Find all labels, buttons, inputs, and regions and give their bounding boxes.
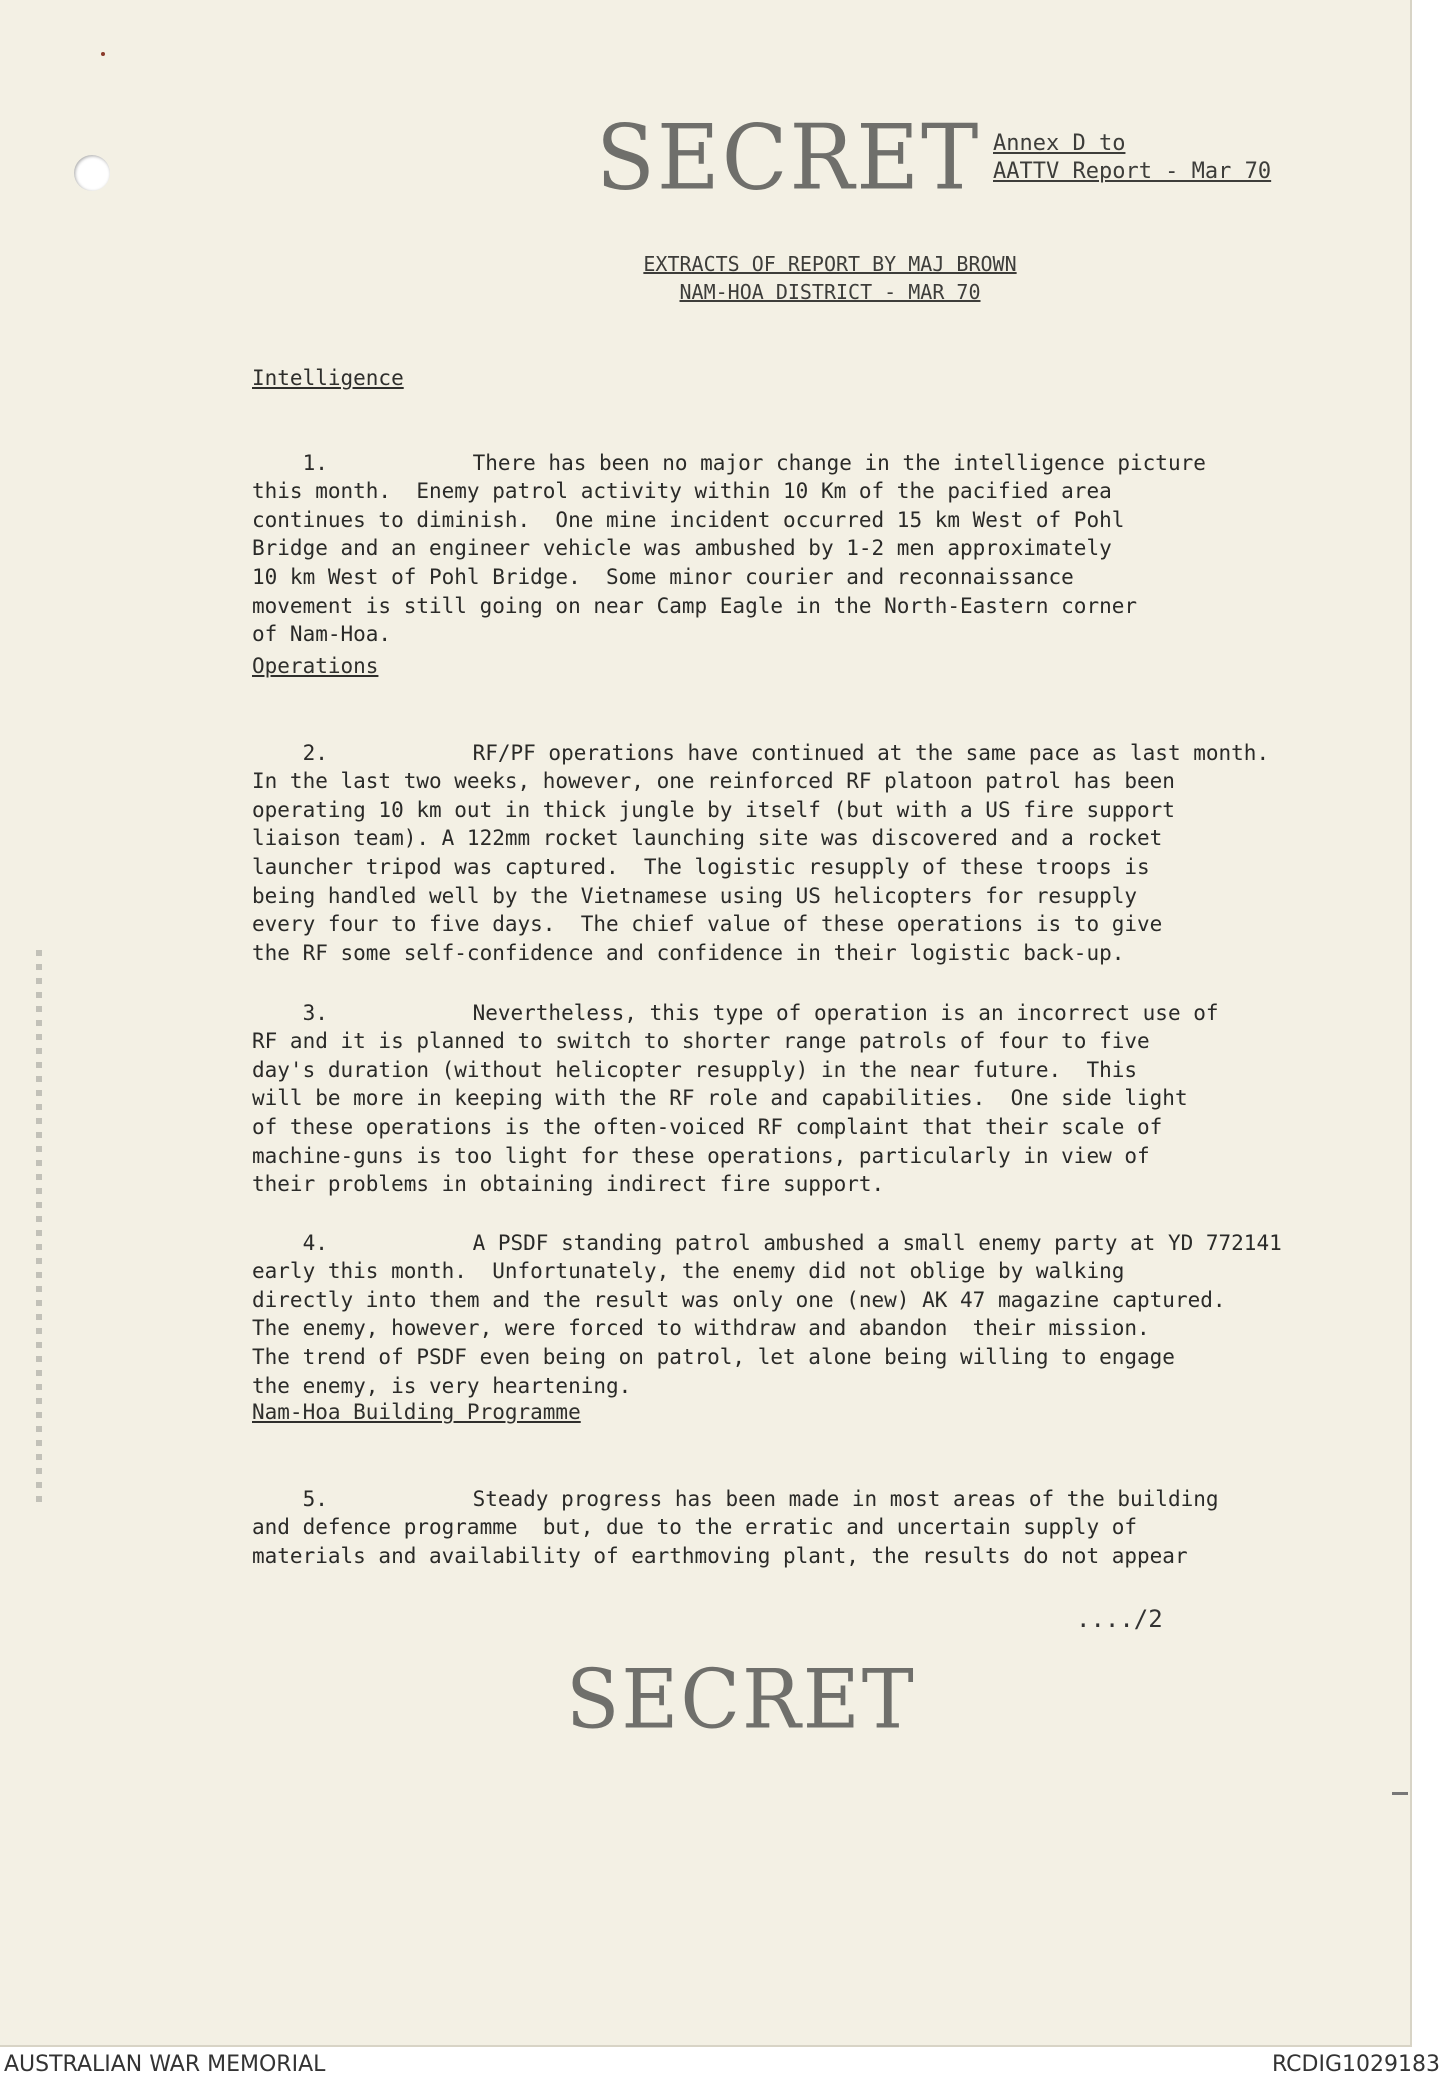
paragraph-line: liaison team). A 122mm rocket launching site was discovered and a rocket [252, 826, 1163, 851]
continuation-marker: ..../2 [1076, 1605, 1163, 1633]
paragraph-line: RF and it is planned to switch to shorter range patrols of four to five [252, 1029, 1150, 1054]
paragraph-number: 3. [302, 1000, 328, 1025]
paragraph-line: Nevertheless, this type of operation is an incorrect use of [472, 1000, 1219, 1025]
paragraph-line: launcher tripod was captured. The logistic resupply of these troops is [252, 854, 1150, 879]
paragraph-1 [252, 420, 1332, 649]
punch-hole [74, 155, 110, 191]
paragraph-line: this month. Enemy patrol activity within 10 Km of the pacified area [252, 479, 1112, 504]
document-title [560, 250, 1100, 306]
heading-operations: Operations [252, 654, 379, 678]
paragraph-4 [252, 1200, 1332, 1400]
annex-reference [993, 130, 1271, 186]
paragraph-line: and defence programme but, due to the erratic and uncertain supply of [252, 1515, 1138, 1540]
paragraph-line: A PSDF standing patrol ambushed a small enemy party at YD 772141 [472, 1230, 1282, 1255]
paragraph-line: The trend of PSDF even being on patrol, let alone being willing to engage [252, 1344, 1175, 1369]
paragraph-2 [252, 710, 1332, 967]
fold-mark [1392, 1792, 1408, 1795]
annex-line-2: AATTV Report - Mar 70 [993, 159, 1272, 184]
paragraph-line: The enemy, however, were forced to withdraw and abandon their mission. [252, 1316, 1150, 1341]
paragraph-line: Bridge and an engineer vehicle was ambushed by 1-2 men approximately [252, 536, 1112, 561]
paragraph-line: operating 10 km out in thick jungle by itself (but with a US fire support [252, 797, 1175, 822]
paragraph-5 [252, 1456, 1332, 1570]
paragraph-3 [252, 970, 1332, 1199]
paragraph-line: machine-guns is too light for these operations, particularly in view of [252, 1143, 1150, 1168]
binding-edge [36, 950, 42, 1510]
paragraph-line: continues to diminish. One mine incident occurred 15 km West of Pohl [252, 507, 1125, 532]
paragraph-line: In the last two weeks, however, one reinforced RF platoon patrol has been [252, 769, 1175, 794]
paper-speck [101, 52, 105, 56]
paragraph-line: There has been no major change in the intelligence picture [472, 450, 1206, 475]
paragraph-line: their problems in obtaining indirect fire support. [252, 1172, 885, 1197]
secret-stamp-top: SECRET [596, 105, 981, 211]
paragraph-line: of Nam-Hoa. [252, 622, 392, 647]
paragraph-number: 1. [302, 450, 328, 475]
heading-intelligence: Intelligence [252, 366, 404, 390]
heading-building-programme: Nam-Hoa Building Programme [252, 1400, 581, 1424]
paragraph-line: day's duration (without helicopter resupply) in the near future. This [252, 1057, 1138, 1082]
archive-reference-id: RCDIG1029183 [1271, 2052, 1440, 2077]
annex-line-1: Annex D to [993, 131, 1126, 156]
paragraph-line: will be more in keeping with the RF role and capabilities. One side light [252, 1086, 1188, 1111]
paragraph-line: the RF some self-confidence and confidence in their logistic back-up. [252, 940, 1125, 965]
title-line-2: NAM-HOA DISTRICT - MAR 70 [679, 280, 981, 304]
title-line-1: EXTRACTS OF REPORT BY MAJ BROWN [643, 252, 1017, 276]
paragraph-line: every four to five days. The chief value of these operations is to give [252, 912, 1163, 937]
secret-stamp-bottom: SECRET [566, 1652, 916, 1748]
paragraph-number: 2. [302, 740, 328, 765]
paragraph-line: materials and availability of earthmoving plant, the results do not appear [252, 1543, 1188, 1568]
paragraph-line: RF/PF operations have continued at the same pace as last month. [472, 740, 1270, 765]
paragraph-number: 4. [302, 1230, 328, 1255]
paragraph-line: 10 km West of Pohl Bridge. Some minor courier and reconnaissance [252, 564, 1074, 589]
paragraph-line: Steady progress has been made in most areas of the building [472, 1486, 1219, 1511]
paragraph-number: 5. [302, 1486, 328, 1511]
paragraph-line: movement is still going on near Camp Eagle in the North-Eastern corner [252, 593, 1138, 618]
archive-credit: AUSTRALIAN WAR MEMORIAL [4, 2052, 326, 2077]
paragraph-line: being handled well by the Vietnamese using US helicopters for resupply [252, 883, 1138, 908]
paragraph-line: directly into them and the result was only one (new) AK 47 magazine captured. [252, 1287, 1226, 1312]
paragraph-line: early this month. Unfortunately, the enemy did not oblige by walking [252, 1259, 1125, 1284]
paragraph-line: the enemy, is very heartening. [252, 1373, 632, 1398]
paragraph-line: of these operations is the often-voiced RF complaint that their scale of [252, 1114, 1163, 1139]
